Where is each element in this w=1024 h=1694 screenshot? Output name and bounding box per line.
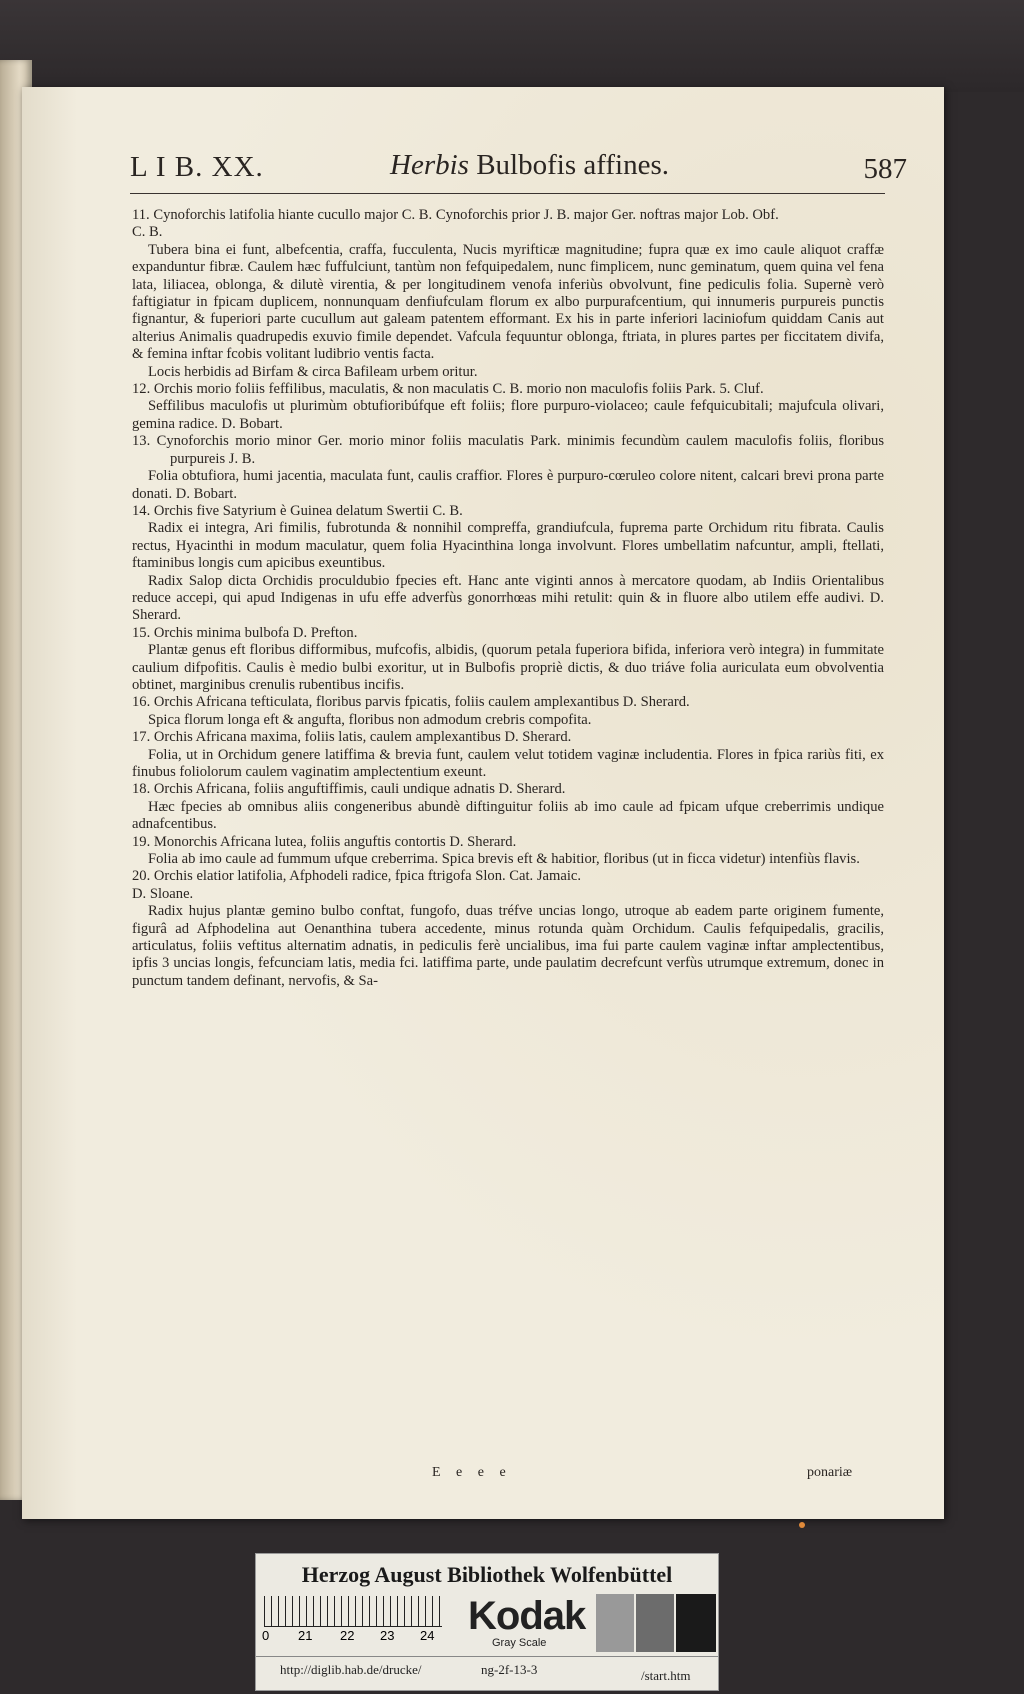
entry-heading: 15. Orchis minima bulbofa D. Prefton. xyxy=(132,624,358,641)
book-number: L I B. XX. xyxy=(130,151,264,183)
entry-heading: 14. Orchis five Satyrium è Guinea delatum Swertii C. B. xyxy=(132,502,463,519)
gray-swatch-dark xyxy=(676,1594,716,1652)
library-name: Herzog August Bibliothek Wolfenbüttel xyxy=(301,1562,673,1587)
entry-paragraph: D. Sloane. xyxy=(132,885,194,902)
running-header xyxy=(130,149,907,194)
entry-paragraph: Seffilibus maculofis ut plurimùm obtufioribúfque eft foliis; flore purpuro-violaceo; caule fefquicubitali; majufcula olivari, gemina radice. D. Bobart. xyxy=(132,398,884,432)
shelfmark: ng-2f-13-3 xyxy=(481,1662,538,1677)
library-color-strip xyxy=(255,1553,719,1691)
entry-heading: 13. Cynoforchis morio minor Ger. morio minor foliis maculatis Park. minimis fecundùm caulem maculofis foliis, floribus purpureis J. B. xyxy=(132,433,884,467)
entry-paragraph: Folia obtufiora, humi jacentia, maculata funt, caulis craffior. Flores è purpuro-cœruleo colore nitent, calcari brevi prona parte donati. D. Bobart. xyxy=(132,468,884,502)
gray-swatch-mid xyxy=(636,1594,674,1652)
entry-heading: 16. Orchis Africana tefticulata, floribus parvis fpicatis, foliis caulem amplexantibus D. Sherard. xyxy=(132,694,690,711)
running-title xyxy=(390,149,669,182)
running-title-italic: Herbis xyxy=(390,149,469,181)
color-dot-marker xyxy=(799,1522,805,1528)
entry-paragraph: Plantæ genus eft floribus difformibus, mufcofis, albidis, (quorum petala fuperiora bifida, inferiora verò integra) in fummitate caulium difpofitis. Caulis è medio bulbi exoritur, ut in Bulbofis propriè dictis, & duo triáve folia auriculata eum obvolventia obtinet, marginibus crenulis rubentibus incifis. xyxy=(132,642,884,693)
entry-paragraph: Folia ab imo caule ad fummum ufque creberrima. Spica brevis eft & habitior, floribus (ut in ficca videtur) intenfiùs flavis. xyxy=(148,851,860,868)
start-link: /start.htm xyxy=(641,1668,691,1683)
ruler-tick-label: 23 xyxy=(380,1628,395,1643)
entry-paragraph: Radix Salop dicta Orchidis proculdubio fpecies eft. Hanc ante viginti annos à mercatore quodam, ab Indiis Orientalibus reduce accepi, qui apud Indigenas in ufu effe adverfùs gonorrhœas mihi retulit: quin & in fluore albo utilem effe audivi. D. Sherard. xyxy=(132,572,884,624)
ruler-tick-label: 24 xyxy=(420,1628,435,1643)
entry-heading: 18. Orchis Africana, foliis anguftiffimis, cauli undique adnatis D. Sherard. xyxy=(132,781,566,798)
entry-paragraph: Locis herbidis ad Birfam & circa Bafileam urbem oritur. xyxy=(148,363,478,380)
library-url: http://diglib.hab.de/drucke/ xyxy=(280,1662,422,1677)
gray-swatch-light xyxy=(596,1594,634,1652)
strip-divider xyxy=(256,1656,718,1657)
page-number: 587 xyxy=(863,153,907,185)
entry-heading: 11. Cynoforchis latifolia hiante cucullo major C. B. Cynoforchis prior J. B. major Ger. noftras major Lob. Obf. xyxy=(132,207,779,223)
entry-paragraph: Tubera bina ei funt, albefcentia, craffa, fucculenta, Nucis myrifticæ magnitudine; fupra quæ ex imo caule aliquot craffæ expanduntur fibræ. Caulem hæc fuffulciunt, tantùm non fefquipedalem, nunc fimplicem, nunc geminatum, quem quina vel fena lata, liliacea, oblonga, & dilutè virentia, & per longitudinem venofa inferiùs obvolvunt, fine pediculis folia. Supernè verò faftigiatur in fpicam duplicem, nonnunquam denfiufculam florum ex albo purpurafcentium, qui innumeris purpureis punctis fignantur, & fuperiori parte cucullum aut galeam patentem efformant. Ex his in parte inferiori laciniofum quiddam Canis aut alterius Animalis quadrupedis exuvio fimile dependet. Vafcula fequuntur oblonga, ftriata, in plures partes per ficcitatem divifa, & femina inftar fcobis volitant ludibrio ventis facta. xyxy=(132,241,884,363)
entry-paragraph: Folia, ut in Orchidum genere latiffima & brevia funt, caulem velut totidem vaginæ includentia. Flores in fpica rariùs fiti, ex finubus foliolorum caulem vaginatim amplectentium exeunt. xyxy=(132,746,884,780)
entry-heading: 20. Orchis elatior latifolia, Afphodeli radice, fpica ftrigofa Slon. Cat. Jamaic. xyxy=(132,868,582,885)
catchword: ponariæ xyxy=(807,1465,853,1480)
entry-paragraph: Hæc fpecies ab omnibus aliis congeneribus abundè diftinguitur foliis ab imo caule ad fpicam ufque creberrimis undique adnafcentibus. xyxy=(132,798,884,833)
running-title-rest: Bulbofis affines. xyxy=(468,149,669,181)
kodak-logo: Kodak xyxy=(468,1594,586,1638)
entry-heading: 19. Monorchis Africana lutea, foliis anguftis contortis D. Sherard. xyxy=(132,833,517,850)
book-page xyxy=(22,87,944,1519)
entry-heading: 12. Orchis morio foliis feffilibus, maculatis, & non maculatis C. B. morio non maculofis foliis Park. 5. Cluf. xyxy=(132,381,764,398)
ruler-tick-label: 0 xyxy=(262,1628,270,1643)
entry-paragraph: Radix ei integra, Ari fimilis, fubrotunda & nonnihil compreffa, grandiufcula, fuprema parte Orchidum ritu fibrata. Caulis rectus, Hyacinthi in modum maculatur, quem folia Hyacinthina longa involvunt. Flores umbellatim nafcuntur, ampli, ftellati, ftaminibus longis cum apicibus exeuntibus. xyxy=(132,520,884,572)
entry-paragraph: Spica florum longa eft & angufta, floribus non admodum crebris compofita. xyxy=(148,711,592,728)
gray-scale-label: Gray Scale xyxy=(492,1637,547,1649)
entry-paragraph: C. B. xyxy=(132,224,163,241)
ruler-tick-label: 22 xyxy=(340,1628,355,1643)
scan-background xyxy=(0,0,1024,92)
text-body xyxy=(132,207,884,990)
entry-heading: 17. Orchis Africana maxima, foliis latis, caulem amplexantibus D. Sherard. xyxy=(132,729,572,746)
entry-paragraph: Radix hujus plantæ gemino bulbo conftat, fungofo, duas tréfve uncias longo, utroque ab eadem parte originem fumente, figurâ ad Afphodelina aut Oenanthina tubera accedente, minus rotunda quàm Orchidum. Caulis fefquipedalis, gracilis, articulatus, foliis veftitus alternatim adnatis, in pediculis ferè uncialibus, ima fui parte caulem vaginæ inftar amplectentibus, ipfis 3 uncias longis, fefcunciam latis, media fci. latiffima parte, unde paulatim decrefcunt verfùs utrumque extremum, donec in punctum tandem definant, nervofis, & Sa- xyxy=(132,903,884,989)
ruler-tick-label: 21 xyxy=(298,1628,313,1643)
signature-mark: E e e e xyxy=(432,1465,512,1480)
scale-ruler xyxy=(264,1596,442,1627)
